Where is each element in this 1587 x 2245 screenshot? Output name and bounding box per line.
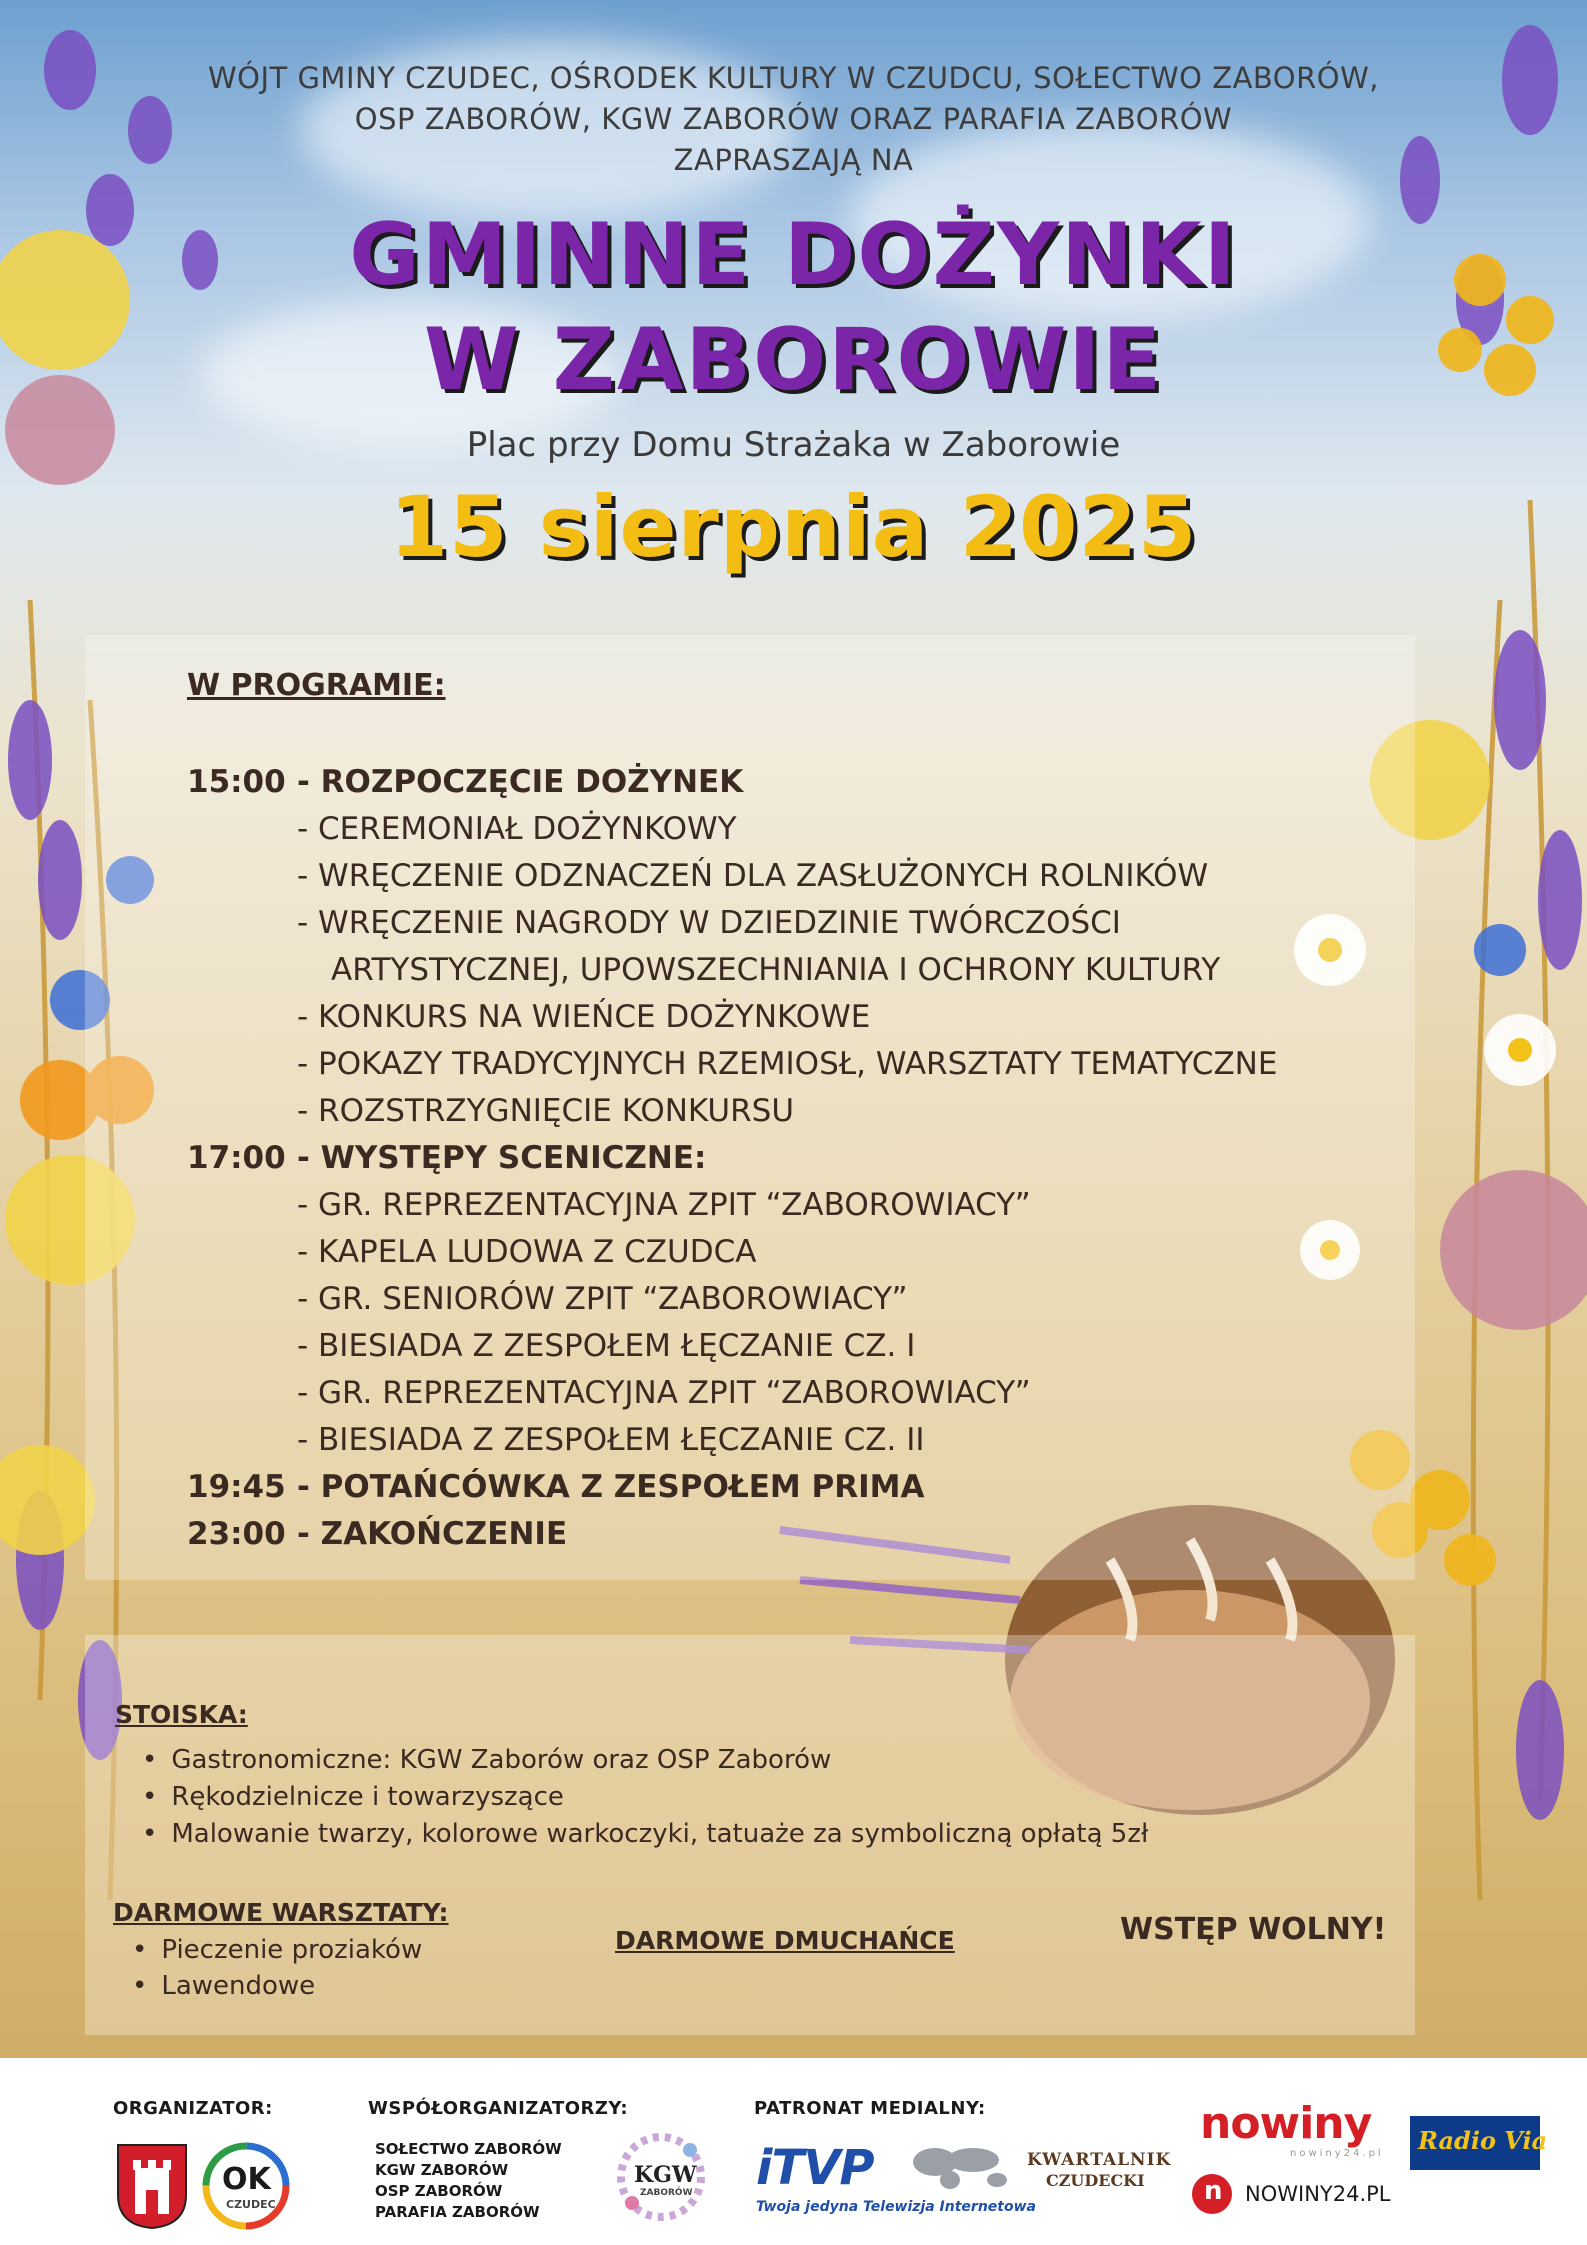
stalls-heading: STOISKA:	[115, 1700, 248, 1729]
schedule-title: - ZAKOŃCZENIE	[297, 1516, 568, 1552]
event-title-line1: GMINNE DOŻYNKI	[349, 205, 1238, 305]
schedule-item-text: - GR. REPREZENTACYJNA ZPIT “ZABOROWIACY”	[297, 1187, 1031, 1223]
nowiny-n-letter: n	[1204, 2176, 1223, 2206]
intro-line: WÓJT GMINY CZUDEC, OŚRODEK KULTURY W CZUDCU, SOŁECTWO ZABORÓW,	[207, 61, 1380, 95]
schedule-time: 19:45	[187, 1469, 286, 1505]
schedule-title: - WYSTĘPY SCENICZNE:	[297, 1140, 707, 1176]
kgw-logo-text: KGW	[634, 2162, 697, 2188]
kgw-logo-subtext: ZABORÓW	[640, 2188, 693, 2198]
schedule-time: 15:00	[187, 764, 286, 800]
schedule-item-text: ARTYSTYCZNEJ, UPOWSZECHNIANIA I OCHRONY KULTURY	[331, 952, 1221, 988]
co-organizer: PARAFIA ZABORÓW	[375, 2203, 540, 2221]
itvp-tagline: Twoja jedyna Telewizja Internetowa	[756, 2199, 1036, 2215]
schedule-item-text: - POKAZY TRADYCYJNYCH RZEMIOSŁ, WARSZTATY TEMATYCZNE	[297, 1046, 1278, 1082]
workshop-item: • Pieczenie proziaków	[132, 1935, 422, 1965]
schedule-time: 17:00	[187, 1140, 286, 1176]
co-organizer: OSP ZABORÓW	[375, 2182, 503, 2200]
schedule-item-text: - WRĘCZENIE NAGRODY W DZIEDZINIE TWÓRCZOŚCI	[297, 905, 1121, 941]
nowiny-logo-subtext: nowiny24.pl	[1290, 2148, 1384, 2159]
schedule-item-text: - GR. REPREZENTACYJNA ZPIT “ZABOROWIACY”	[297, 1375, 1031, 1411]
itvp-logo: iTVP	[756, 2140, 874, 2196]
kwartalnik-logo-line1: KWARTALNIK	[1027, 2150, 1172, 2170]
program-heading: W PROGRAMIE:	[187, 668, 446, 703]
schedule-item-text: - BIESIADA Z ZESPOŁEM ŁĘCZANIE CZ. I	[297, 1328, 916, 1364]
media-patron-label: PATRONAT MEDIALNY:	[754, 2098, 986, 2119]
free-entry-label: WSTĘP WOLNY!	[1120, 1912, 1387, 1947]
schedule-time: 23:00	[187, 1516, 286, 1552]
schedule-item-text: - GR. SENIORÓW ZPIT “ZABOROWIACY”	[297, 1281, 908, 1317]
kwartalnik-logo-line2: CZUDECKI	[1046, 2171, 1145, 2190]
schedule-item-text: - ROZSTRZYGNIĘCIE KONKURSU	[297, 1093, 795, 1129]
intro-text	[140, 58, 1447, 181]
co-organizers-label: WSPÓŁORGANIZATORZY:	[368, 2098, 629, 2119]
venue: Plac przy Domu Strażaka w Zaborowie	[466, 425, 1121, 465]
workshops-heading: DARMOWE WARSZTATY:	[113, 1898, 449, 1927]
world-map-icon	[905, 2142, 1015, 2192]
coat-of-arms-icon	[113, 2140, 191, 2230]
event-date: 15 sierpnia 2025	[389, 478, 1198, 576]
co-organizer: SOŁECTWO ZABORÓW	[375, 2140, 562, 2158]
stall-item: • Gastronomiczne: KGW Zaborów oraz OSP Zaborów	[142, 1745, 831, 1775]
ok-logo-subtext: CZUDEC	[226, 2198, 276, 2211]
nowiny-logo: nowiny	[1200, 2098, 1372, 2149]
sponsors-footer	[0, 2058, 1587, 2245]
intro-line: ZAPRASZAJĄ NA	[673, 143, 914, 177]
schedule-title: - POTAŃCÓWKA Z ZESPOŁEM PRIMA	[297, 1469, 925, 1505]
schedule-item-text: - CEREMONIAŁ DOŻYNKOWY	[297, 811, 737, 847]
schedule-item-text: - BIESIADA Z ZESPOŁEM ŁĘCZANIE CZ. II	[297, 1422, 925, 1458]
intro-line: OSP ZABORÓW, KGW ZABORÓW ORAZ PARAFIA ZABORÓW	[354, 102, 1233, 136]
organizer-label: ORGANIZATOR:	[113, 2098, 273, 2119]
nowiny-url: NOWINY24.PL	[1245, 2182, 1391, 2206]
co-organizer: KGW ZABORÓW	[375, 2161, 509, 2179]
schedule-item-text: - KONKURS NA WIEŃCE DOŻYNKOWE	[297, 999, 871, 1035]
stall-item: • Rękodzielnicze i towarzyszące	[142, 1782, 564, 1812]
radio-via-logo: Radio Via	[1418, 2126, 1548, 2155]
schedule-item-text: - WRĘCZENIE ODZNACZEŃ DLA ZASŁUŻONYCH ROLNIKÓW	[297, 858, 1209, 894]
schedule-item-text: - KAPELA LUDOWA Z CZUDCA	[297, 1234, 757, 1270]
stall-item: • Malowanie twarzy, kolorowe warkoczyki, tatuaże za symboliczną opłatą 5zł	[142, 1819, 1148, 1849]
event-title-line2: W ZABOROWIE	[423, 310, 1164, 410]
bouncy-castles-label: DARMOWE DMUCHAŃCE	[615, 1926, 955, 1955]
workshop-item: • Lawendowe	[132, 1971, 315, 2001]
ok-logo-text: OK	[222, 2162, 271, 2197]
co-organizers-list	[375, 2139, 562, 2223]
schedule-title: - ROZPOCZĘCIE DOŻYNEK	[297, 764, 744, 800]
poster-header	[0, 0, 1587, 640]
